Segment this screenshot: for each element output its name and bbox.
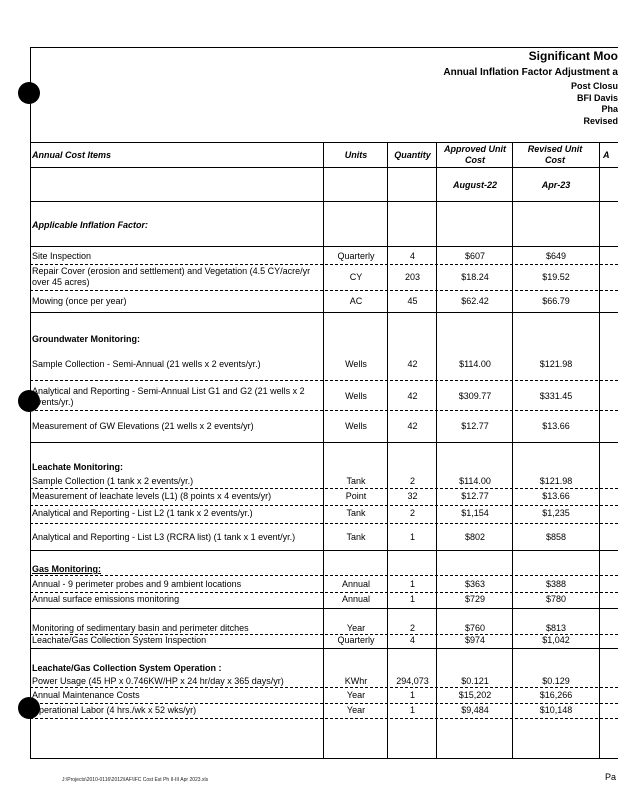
row-description: Sample Collection - Semi-Annual (21 wells x 2 events/yr.) (32, 359, 261, 369)
row-units: Year (346, 705, 366, 715)
row-quantity: 1 (409, 594, 415, 604)
row-approved-cost: $363 (464, 579, 486, 589)
table-rule (30, 687, 618, 688)
row-description: Monitoring of sedimentary basin and perimeter ditches (32, 623, 249, 633)
row-description: Analytical and Reporting - List L2 (1 tank x 2 events/yr.) (32, 508, 253, 518)
row-description: Power Usage (45 HP x 0.746KW/HP x 24 hr/day x 365 days/yr) (32, 676, 284, 686)
column-header-next: A (603, 150, 610, 160)
section-collection-system-operation: Leachate/Gas Collection System Operation : (32, 663, 222, 673)
row-approved-cost: $729 (464, 594, 486, 604)
document-subtitle: Annual Inflation Factor Adjustment a (443, 67, 618, 78)
row-revised-cost: $649 (545, 251, 567, 261)
column-header-description: Annual Cost Items (32, 150, 112, 160)
table-rule (30, 410, 618, 411)
row-units: Wells (345, 421, 367, 431)
row-revised-cost: $66.79 (542, 296, 570, 306)
column-divider (599, 142, 600, 758)
row-units: Wells (345, 359, 367, 369)
row-revised-cost: $121.98 (539, 476, 573, 486)
table-rule (30, 488, 618, 489)
row-description: Measurement of GW Elevations (21 wells x 2 events/yr) (32, 421, 254, 431)
row-revised-cost: $813 (545, 623, 567, 633)
row-revised-cost: $121.98 (539, 359, 573, 369)
section-groundwater-monitoring: Groundwater Monitoring: (32, 334, 140, 344)
row-approved-cost: $9,484 (461, 705, 489, 715)
row-revised-cost: $780 (545, 594, 567, 604)
row-units: Tank (346, 532, 366, 542)
row-description: Sample Collection (1 tank x 2 events/yr.) (32, 476, 194, 486)
row-quantity: 203 (404, 272, 421, 282)
table-rule (30, 648, 618, 649)
section-leachate-monitoring: Leachate Monitoring: (32, 462, 124, 472)
column-header-approved-unit-cost: Approved Unit Cost (444, 144, 506, 165)
row-approved-cost: $802 (464, 532, 486, 542)
row-approved-cost: $62.42 (461, 296, 489, 306)
column-header-units: Units (344, 150, 368, 160)
table-rule (30, 505, 618, 506)
table-rule (30, 380, 618, 381)
row-quantity: 4 (409, 635, 415, 645)
row-approved-cost: $12.77 (461, 421, 489, 431)
row-description: Leachate/Gas Collection System Inspection (32, 635, 207, 645)
table-rule (30, 246, 618, 247)
row-revised-cost: $388 (545, 579, 567, 589)
row-units: Year (346, 623, 366, 633)
row-quantity: 42 (407, 391, 418, 401)
table-rule (30, 758, 618, 759)
section-gas-monitoring: Gas Monitoring: (32, 564, 101, 574)
row-approved-cost: $15,202 (458, 690, 492, 700)
row-quantity: 4 (409, 251, 415, 261)
table-rule (30, 142, 618, 143)
table-rule (30, 201, 618, 202)
table-rule (30, 575, 618, 576)
row-description: Operational Labor (4 hrs./wk x 52 wks/yr) (32, 705, 197, 715)
row-approved-cost: $760 (464, 623, 486, 633)
row-description: Mowing (once per year) (32, 296, 127, 306)
row-description: Annual surface emissions monitoring (32, 594, 180, 604)
row-revised-cost: $858 (545, 532, 567, 542)
row-revised-cost: $0.129 (542, 676, 570, 686)
row-approved-cost: $12.77 (461, 491, 489, 501)
table-rule (30, 592, 618, 593)
row-quantity: 42 (407, 421, 418, 431)
header-line-6: Revised (583, 116, 618, 126)
row-description: Analytical and Reporting - List L3 (RCRA list) (1 tank x 1 event/yr.) (32, 532, 296, 542)
row-revised-cost: $1,235 (542, 508, 570, 518)
row-revised-cost: $16,266 (539, 690, 573, 700)
row-quantity: 45 (407, 296, 418, 306)
file-path-footer: J:\Projects\2010-0116\2012\IAF\IFC Cost Est Ph II-III Apr 2023.xls (62, 777, 209, 783)
row-quantity: 2 (409, 623, 415, 633)
row-quantity: 42 (407, 359, 418, 369)
document-title: Significant Moo (528, 49, 618, 63)
table-rule (30, 312, 618, 313)
approved-date: August-22 (452, 180, 497, 190)
page-number-footer: Pa (605, 772, 617, 782)
row-quantity: 2 (409, 508, 415, 518)
row-approved-cost: $0.121 (461, 676, 489, 686)
column-divider (512, 142, 513, 758)
row-revised-cost: $1,042 (542, 635, 570, 645)
row-units: Point (345, 491, 367, 501)
table-rule (30, 442, 618, 443)
row-revised-cost: $331.45 (539, 391, 573, 401)
row-revised-cost: $13.66 (542, 491, 570, 501)
row-units: Tank (346, 508, 366, 518)
column-divider (387, 142, 388, 758)
row-quantity: 1 (409, 690, 415, 700)
row-description: Annual Maintenance Costs (32, 690, 140, 700)
row-description: Repair Cover (erosion and settlement) and Vegetation (4.5 CY/acre/yr over 45 acres) (32, 266, 311, 287)
column-divider (323, 142, 324, 758)
table-rule (30, 264, 618, 265)
table-rule (30, 550, 618, 551)
row-units: Year (346, 690, 366, 700)
applicable-inflation-factor-label: Applicable Inflation Factor: (32, 220, 149, 230)
row-units: Annual (341, 579, 371, 589)
column-divider (436, 142, 437, 758)
row-revised-cost: $13.66 (542, 421, 570, 431)
column-header-quantity: Quantity (394, 150, 431, 160)
row-approved-cost: $309.77 (458, 391, 492, 401)
row-description: Site Inspection (32, 251, 92, 261)
row-description: Analytical and Reporting - Semi-Annual List G1 and G2 (21 wells x 2 events/yr.) (32, 386, 305, 407)
revised-date: Apr-23 (541, 180, 571, 190)
row-approved-cost: $18.24 (461, 272, 489, 282)
header-line-3: Post Closu (570, 81, 618, 91)
header-line-5: Pha (601, 104, 618, 114)
row-description: Annual - 9 perimeter probes and 9 ambient locations (32, 579, 242, 589)
row-units: Tank (346, 476, 366, 486)
row-revised-cost: $19.52 (542, 272, 570, 282)
row-units: AC (349, 296, 363, 306)
row-units: Wells (345, 391, 367, 401)
row-revised-cost: $10,148 (539, 705, 573, 715)
table-rule (30, 608, 618, 609)
row-units: Quarterly (337, 635, 375, 645)
row-quantity: 32 (407, 491, 418, 501)
header-line-4: BFI Davis (576, 93, 618, 103)
table-rule (30, 703, 618, 704)
row-units: Annual (341, 594, 371, 604)
row-approved-cost: $607 (464, 251, 486, 261)
row-quantity: 1 (409, 705, 415, 715)
row-approved-cost: $114.00 (459, 359, 491, 369)
row-units: Quarterly (337, 251, 375, 261)
table-rule (30, 718, 618, 719)
row-quantity: 294,073 (396, 676, 429, 686)
row-quantity: 1 (409, 532, 415, 542)
table-rule (30, 290, 618, 291)
row-approved-cost: $1,154 (461, 508, 489, 518)
row-units: CY (349, 272, 363, 282)
table-rule (30, 523, 618, 524)
column-header-revised-unit-cost: Revised Unit Cost (527, 144, 583, 165)
row-approved-cost: $974 (464, 635, 486, 645)
row-quantity: 1 (409, 579, 415, 589)
row-approved-cost: $114.00 (459, 476, 491, 486)
row-quantity: 2 (409, 476, 415, 486)
row-units: KWhr (344, 676, 368, 686)
row-description: Measurement of leachate levels (L1) (8 points x 4 events/yr) (32, 491, 272, 501)
table-rule (30, 167, 618, 168)
